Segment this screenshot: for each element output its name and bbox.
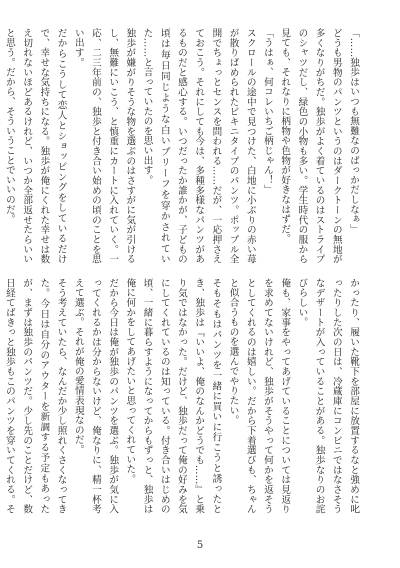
paragraph: 独歩が嫌がりそうな物を選ぶのはさすがに気が引けるし、無難にいこう、と慎重にカートに入れていく。一応、二三年前の、独歩と付き合い始めの頃のことを思い出す。 bbox=[72, 28, 136, 264]
upper-text-block bbox=[3, 28, 362, 264]
paragraph: だからこうして恋人とショッピングをしているだけで、幸せな気持ちになる。独歩が俺にくれた幸せは数え切れないほどあるけれど、いつか全部返せたらいいと思う。だから、そういうことでいいのだ。 bbox=[3, 28, 67, 264]
upper-vertical-text bbox=[3, 28, 362, 264]
paragraph: 俺も、家事をやってあげていることについては見返りを求めてないけれど、独歩がそうやって何かを返そうとしてくれるのは嬉しい。だから下着選びも、ちゃんと似合うものを選んでやりたい。 bbox=[227, 278, 291, 514]
paragraph: かったり、履いた靴下を部屋に放置するなと強めに叱ったりした次の日は、冷蔵庫にコンビニではなさそうなデザートが入っていることがある。独歩なりのお詫びらしい。 bbox=[296, 278, 359, 514]
page-number: 5 bbox=[196, 540, 204, 551]
paragraph bbox=[0, 28, 1, 264]
lower-text-block bbox=[3, 278, 362, 514]
lower-vertical-text bbox=[3, 278, 362, 514]
paragraph: そう考えていたら、なんだか少し照れくさくなってきた。今日は自分のアウターを新調する予定もあったが、まずは独歩のパンツだ。少し先のことだけど、数日経てばきっと独歩もこのパンツを穿いてくれる。そ bbox=[3, 278, 67, 514]
paragraph: どうも男物のパンツというのはダークトーンの無地が多くなりがちだ。独歩がよく着ているのはストライプのシャツだし、緑色の小物も多い。学生時代の服から見ても、それなりに柄物や色物が好きなはずだ。 bbox=[279, 28, 342, 264]
paragraph: 「うはぁ、何コレいちご柄じゃん！」 bbox=[261, 28, 273, 195]
paragraph: だから今日は俺が独歩のパンツを選ぶ。独歩が気に入ってくれるかは分からないけど、俺なりに、精一杯考えて選ぶ。それが俺の愛情表現なのだ。 bbox=[72, 278, 119, 514]
paragraph: そもそもはパンツを一緒に買いに行こうと誘ったとき、独歩は『いいよ、俺のなんかどうでも……』と乗り気ではなかった。だけど、独歩だって俺の好みを気にしてくれているのは知っている。付き合いはじめの頃、一緒に暮らすようになってからもずっと、独歩は俺に何かをしてあげたいと思ってくれていた。 bbox=[124, 278, 222, 514]
paragraph: スクロールの途中で見つけた、白地に小ぶりの赤い苺が散りばめられたビキニタイプのパンツ。ポップル全開でちょっとセンスを問われる……だが、一応押さえておこう。それにしても今は、多種多様なパンツがあるものだと感心する。いつだったか誰かが、子どもの頃は毎日同じような白いブリーフを穿かされていた……と言っていたのを思い出す。 bbox=[141, 28, 256, 264]
paragraph: 「……独歩はいつも無難なのばっかだしなぁ」 bbox=[348, 28, 359, 234]
